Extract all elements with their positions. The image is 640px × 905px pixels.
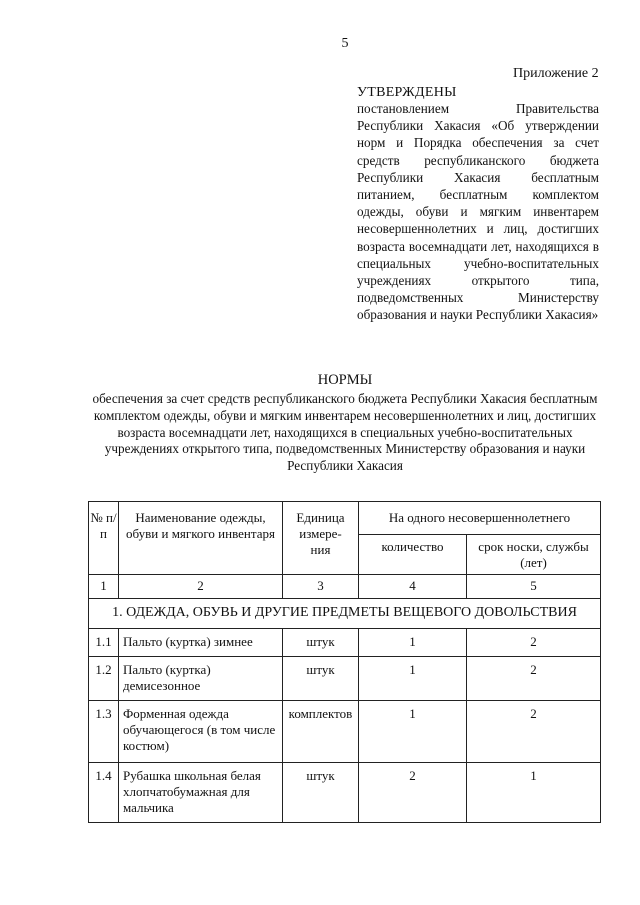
row-num: 1.4 — [89, 763, 119, 823]
row-name: Форменная одежда обучающегося (в том числе костюм) — [119, 701, 283, 763]
row-unit: штук — [283, 763, 359, 823]
header-quantity: количество — [359, 535, 467, 575]
column-number: 4 — [359, 575, 467, 599]
row-quantity: 1 — [359, 657, 467, 701]
norms-title: НОРМЫ — [317, 372, 373, 388]
row-quantity: 1 — [359, 629, 467, 657]
row-quantity: 2 — [359, 763, 467, 823]
row-term: 1 — [467, 763, 601, 823]
row-quantity: 1 — [359, 701, 467, 763]
table-row — [89, 657, 601, 701]
row-name: Пальто (куртка) демисезонное — [119, 657, 283, 701]
approved-title: УТВЕРЖДЕНЫ — [357, 85, 457, 100]
appendix-label: Приложение 2 — [513, 66, 599, 81]
column-number: 1 — [89, 575, 119, 599]
section-title: 1. ОДЕЖДА, ОБУВЬ И ДРУГИЕ ПРЕДМЕТЫ ВЕЩЕВОГО ДОВОЛЬСТВИЯ — [89, 599, 601, 629]
table-row — [89, 629, 601, 657]
norms-subtitle: обеспечения за счет средств республиканского бюджета Республики Хакасия бесплатным комплектом одежды, обуви и мягким инвентарем несовершеннолетних и лиц, достигших возраста восемнадцати лет, находящихся в специальных учебно-воспитательных учреждениях открытого типа, подведомственных Министерству образования и науки Республики Хакасия — [92, 391, 598, 474]
row-term: 2 — [467, 629, 601, 657]
column-number-row — [89, 575, 601, 599]
column-number: 5 — [467, 575, 601, 599]
row-term: 2 — [467, 701, 601, 763]
header-unit: Единица измере-ния — [283, 502, 359, 575]
row-unit: штук — [283, 657, 359, 701]
row-num: 1.1 — [89, 629, 119, 657]
table-row — [89, 763, 601, 823]
header-row — [89, 502, 601, 535]
column-number: 2 — [119, 575, 283, 599]
row-num: 1.2 — [89, 657, 119, 701]
row-num: 1.3 — [89, 701, 119, 763]
row-name: Рубашка школьная белая хлопчатобумажная для мальчика — [119, 763, 283, 823]
row-unit: комплектов — [283, 701, 359, 763]
header-num: № п/п — [89, 502, 119, 575]
page-number: 5 — [341, 36, 349, 51]
table-row — [89, 701, 601, 763]
approved-body: постановлением Правительства Республики Хакасия «Об утверждении норм и Порядка обеспечения за счет средств республиканского бюджета Республики Хакасия бесплатным питанием, бесплатным комплектом одежды, обуви и мягким инвентарем несовершеннолетних и лиц, достигших возраста восемнадцати лет, находящихся в специальных учебно-воспитательных учреждениях открытого типа, подведомственных Министерству образования и науки Республики Хакасия» — [357, 101, 599, 323]
column-number: 3 — [283, 575, 359, 599]
header-per-minor: На одного несовершеннолетнего — [359, 502, 601, 535]
header-term: срок носки, службы (лет) — [467, 535, 601, 575]
section-row — [89, 599, 601, 629]
header-name: Наименование одежды, обуви и мягкого инвентаря — [119, 502, 283, 575]
row-unit: штук — [283, 629, 359, 657]
row-term: 2 — [467, 657, 601, 701]
norms-table — [88, 501, 601, 823]
row-name: Пальто (куртка) зимнее — [119, 629, 283, 657]
